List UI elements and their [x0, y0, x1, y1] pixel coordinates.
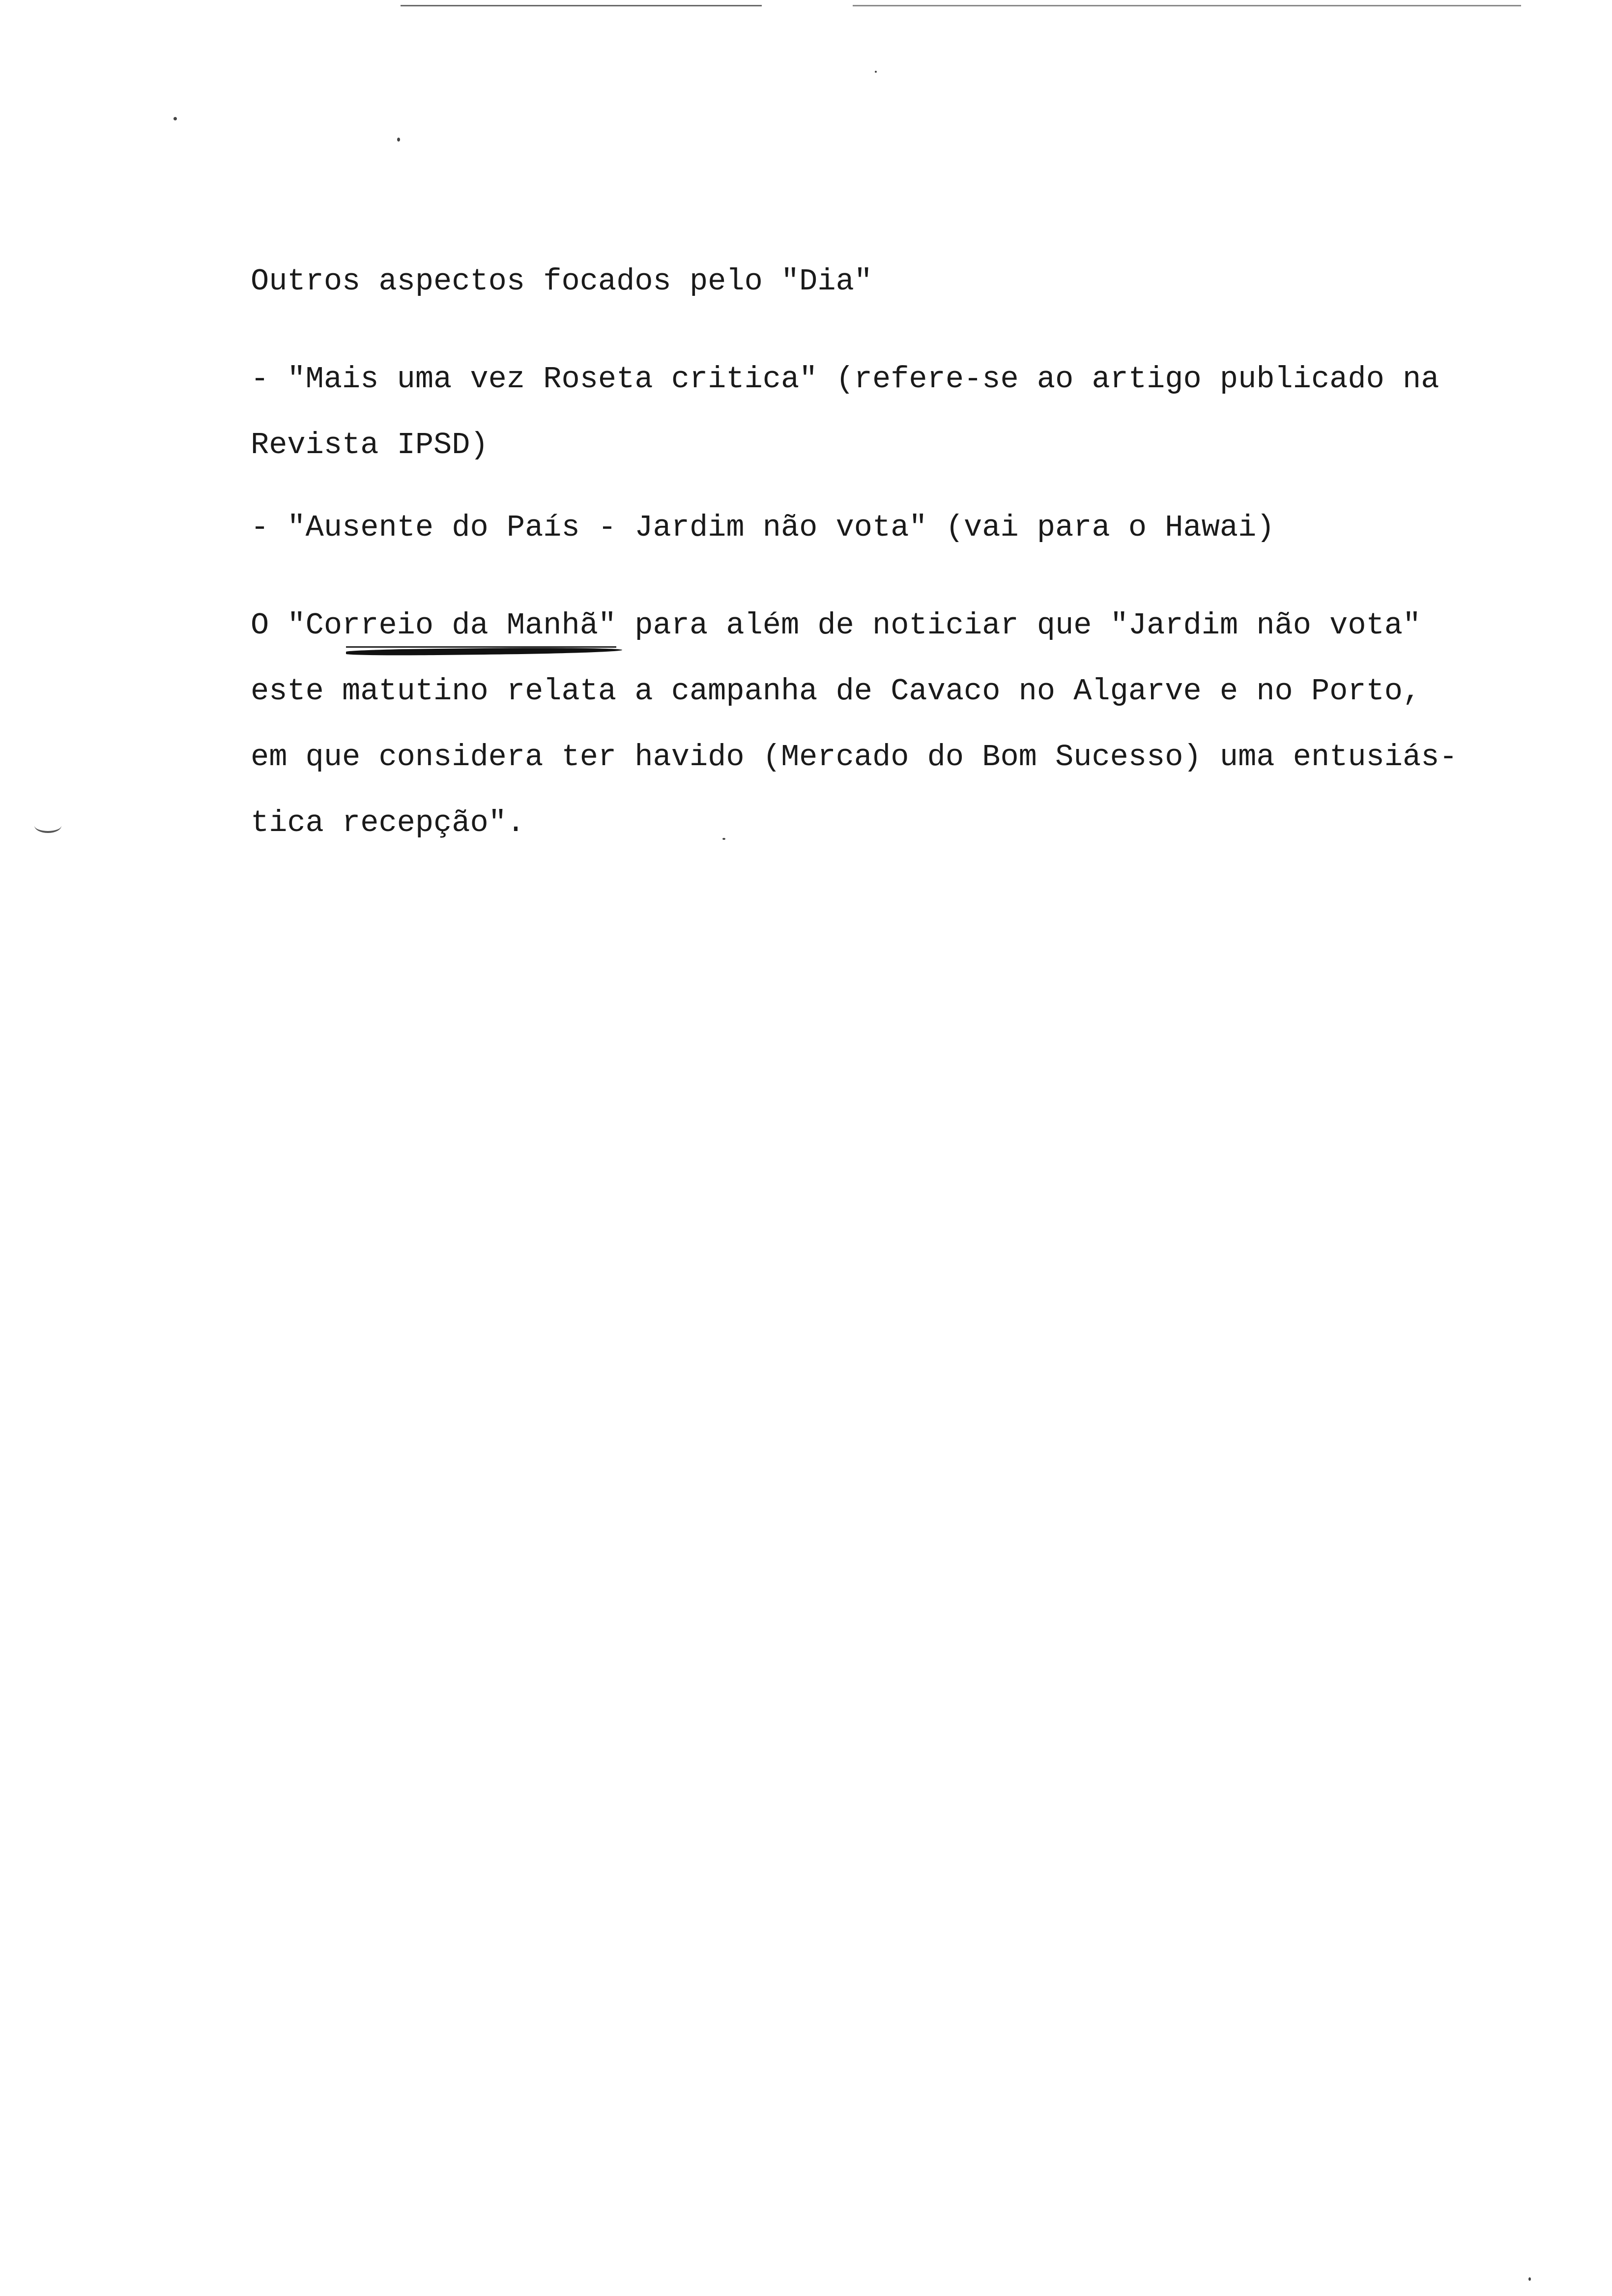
scan-speck — [1528, 2277, 1531, 2281]
handwritten-underline-mark — [346, 647, 622, 656]
top-rule-right — [853, 5, 1521, 6]
scan-speck — [875, 71, 877, 73]
paragraph-line-1 — [251, 610, 1421, 641]
list-item-1-line-2: Revista IPSD) — [251, 428, 489, 462]
paragraph-prefix: O — [251, 608, 288, 643]
scan-speck — [173, 117, 177, 120]
top-rule-left — [401, 5, 762, 6]
scan-edge-mark — [34, 818, 61, 833]
paragraph-line-2: este matutino relata a campanha de Cavaco no Algarve e no Porto, — [251, 674, 1421, 709]
typed-underline — [346, 646, 616, 648]
list-item-1-line-1: - "Mais uma vez Roseta critica" (refere-se ao artigo publicado na — [251, 362, 1439, 397]
newspaper-name: "Correio da Manhã" — [287, 608, 617, 643]
paragraph-line-3: em que considera ter havido (Mercado do Bom Sucesso) uma entusiás- — [251, 740, 1458, 775]
scan-speck — [397, 138, 400, 142]
scan-speck — [722, 838, 725, 840]
section-heading: Outros aspectos focados pelo "Dia" — [251, 264, 873, 299]
newspaper-name-underlined — [287, 610, 616, 641]
paragraph-line-1-rest: para além de noticiar que "Jardim não vota" — [616, 608, 1421, 643]
list-item-2: - "Ausente do País - Jardim não vota" (vai para o Hawai) — [251, 510, 1275, 545]
paragraph-line-4: tica recepção". — [251, 805, 525, 840]
